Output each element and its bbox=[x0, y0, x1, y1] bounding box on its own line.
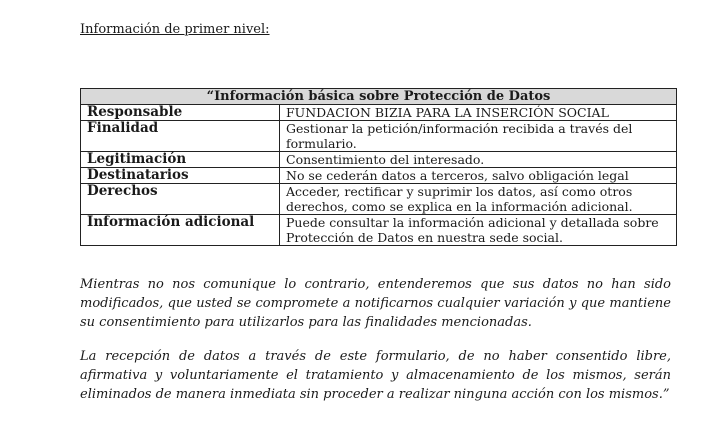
table-row bbox=[81, 168, 677, 184]
row-label-responsable: Responsable bbox=[81, 105, 280, 121]
row-label-informacion-adicional: Información adicional bbox=[81, 215, 280, 246]
table-row bbox=[81, 184, 677, 215]
row-value-derechos: Acceder, rectificar y suprimir los datos, así como otros derechos, como se explica en la información adicional. bbox=[280, 184, 677, 215]
row-label-destinatarios: Destinatarios bbox=[81, 168, 280, 184]
row-label-derechos: Derechos bbox=[81, 184, 280, 215]
data-protection-table bbox=[80, 88, 677, 246]
row-value-finalidad: Gestionar la petición/información recibida a través del formulario. bbox=[280, 121, 677, 152]
table-row bbox=[81, 215, 677, 246]
table-row bbox=[81, 152, 677, 168]
row-value-destinatarios: No se cederán datos a terceros, salvo obligación legal bbox=[280, 168, 677, 184]
consent-paragraph: Mientras no nos comunique lo contrario, entenderemos que sus datos no han sido modificados, que usted se compromete a notificarnos cualquier variación y que mantiene su consentimiento para utilizarlos para las finalidades mencionadas. bbox=[80, 277, 671, 330]
deletion-paragraph: La recepción de datos a través de este formulario, de no haber consentido libre, afirmativa y voluntariamente el tratamiento y almacenamiento de los mismos, serán eliminados de manera inmediata sin proceder a realizar ninguna acción con los mismos.” bbox=[80, 349, 671, 402]
row-value-responsable: FUNDACION BIZIA PARA LA INSERCIÓN SOCIAL bbox=[280, 105, 677, 121]
row-label-finalidad: Finalidad bbox=[81, 121, 280, 152]
section-heading: Información de primer nivel: bbox=[80, 22, 270, 37]
row-value-informacion-adicional: Puede consultar la información adicional y detallada sobre Protección de Datos en nuestra sede social. bbox=[280, 215, 677, 246]
table-title: “Información básica sobre Protección de Datos bbox=[81, 89, 677, 105]
row-label-legitimacion: Legitimación bbox=[81, 152, 280, 168]
table-header-row bbox=[81, 89, 677, 105]
table-row bbox=[81, 105, 677, 121]
table-row bbox=[81, 121, 677, 152]
row-value-legitimacion: Consentimiento del interesado. bbox=[280, 152, 677, 168]
